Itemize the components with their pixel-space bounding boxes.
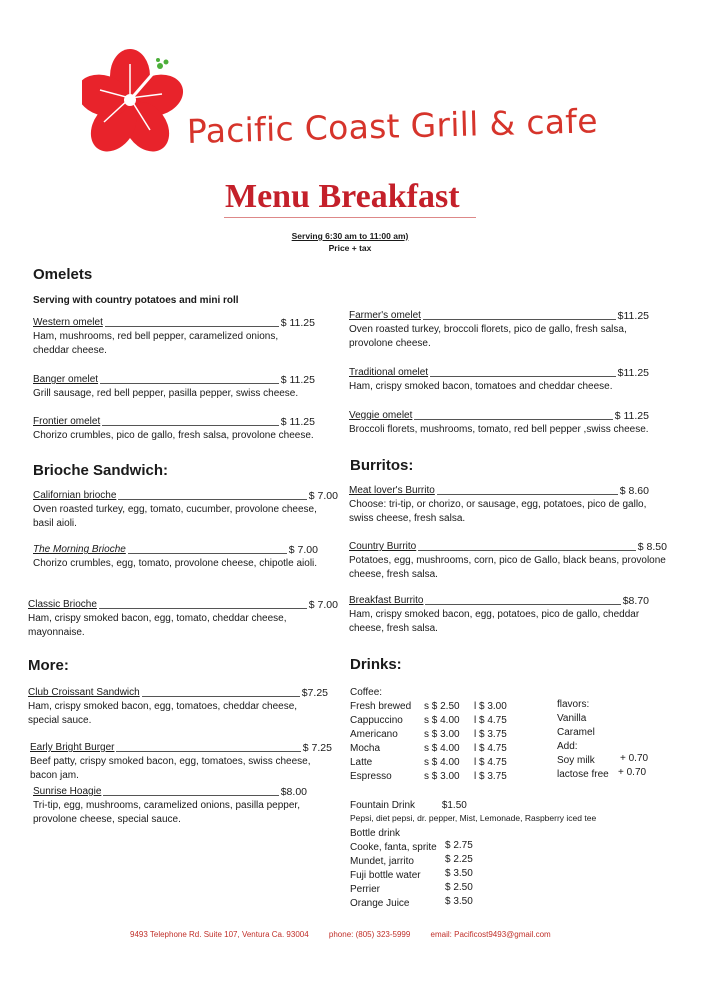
item-name: Classic Brioche [28,599,97,610]
item-name: Traditional omelet [349,367,429,378]
coffee-name: Americano [350,729,398,740]
serving-hours [280,230,420,254]
coffee-small-price: s $ 4.00 [424,715,460,726]
coffee-large-price: l $ 4.75 [474,757,507,768]
menu-item [33,489,338,531]
item-name: Veggie omelet [349,410,413,421]
more-heading: More: [28,657,69,674]
menu-item [33,316,315,358]
item-price: $11.25 [617,367,649,379]
item-description: Oven roasted turkey, broccoli florets, pico de gallo, fresh salsa, provolone cheese. [349,324,627,349]
item-price: $ 11.25 [614,410,649,422]
bottle-name: Perrier [350,884,381,895]
footer-contact [130,930,569,939]
menu-item [30,741,332,783]
bottle-name: Fuji bottle water [350,870,421,881]
item-description: Tri-tip, egg, mushrooms, caramelized onions, pasilla pepper, provolone cheese, special sauce. [33,800,300,825]
item-description: Chorizo crumbles, pico de gallo, fresh salsa, provolone cheese. [33,430,314,441]
bottle-name: Orange Juice [350,898,410,909]
item-price: $8.70 [622,595,649,607]
coffee-small-price: s $ 3.00 [424,771,460,782]
fountain-price: $1.50 [441,800,467,811]
footer-email: email: Pacificost9493@gmail.com [430,930,551,939]
menu-item [349,484,649,526]
coffee-small-price: s $ 3.00 [424,729,460,740]
item-description: Grill sausage, red bell pepper, pasilla pepper, swiss cheese. [33,388,299,399]
coffee-large-price: l $ 3.00 [474,701,507,712]
bottle-name: Mundet, jarrito [350,856,414,867]
coffee-large-price: l $ 3.75 [474,729,507,740]
add-label: Add: [557,741,578,752]
item-name: Sunrise Hoagie [33,786,102,797]
item-price: $ 11.25 [280,374,315,386]
menu-item [33,785,307,827]
footer-address: 9493 Telephone Rd. Suite 107, Ventura Ca. 93004 [130,930,309,939]
item-name: Frontier omelet [33,416,101,427]
item-price: $ 11.25 [280,416,315,428]
item-name: Club Croissant Sandwich [28,687,140,698]
bottle-price: $ 2.25 [445,854,473,865]
coffee-name: Fresh brewed [350,701,412,712]
coffee-name: Cappuccino [350,715,403,726]
coffee-name: Latte [350,757,373,768]
item-price: $ 8.50 [637,541,667,553]
footer-phone: phone: (805) 323-5999 [328,930,411,939]
coffee-name: Espresso [350,771,392,782]
bottle-price: $ 2.75 [445,840,473,851]
item-description: Chorizo crumbles, egg, tomato, provolone cheese, chipotle aioli. [33,558,318,569]
item-name: Country Burrito [349,541,417,552]
item-description: Ham, mushrooms, red bell pepper, caramelized onions, cheddar cheese. [33,331,279,356]
item-name: Farmer's omelet [349,310,421,321]
burritos-heading: Burritos: [350,457,414,474]
item-description: Oven roasted turkey, egg, tomato, cucumber, provolone cheese, basil aioli. [33,504,317,529]
item-description: Ham, crispy smoked bacon, egg, tomato, cheddar cheese, mayonnaise. [28,613,287,638]
fountain-drink [350,800,467,811]
drinks-heading: Drinks: [350,656,402,673]
menu-item [349,594,649,636]
item-description: Choose: tri-tip, or chorizo, or sausage, egg, potatoes, pico de gallo, swiss cheese, fresh salsa. [349,499,647,524]
item-description: Beef patty, crispy smoked bacon, egg, tomatoes, swiss cheese, bacon jam. [30,756,311,781]
menu-title: Menu Breakfast [225,178,460,215]
fountain-list: Pepsi, diet pepsi, dr. pepper, Mist, Lemonade, Raspberry iced tee [350,813,597,823]
serving-text: Serving 6:30 am to 11:00 am) [291,231,409,241]
bottle-price: $ 3.50 [445,896,473,907]
hibiscus-logo-icon [82,48,192,158]
item-price: $ 7.25 [302,742,332,754]
item-price: $ 7.00 [288,544,318,556]
restaurant-title: Pacific Coast Grill & cafe [186,101,599,151]
add-item-price: + 0.70 [618,767,647,778]
item-name: Early Bright Burger [30,742,115,753]
menu-item [349,409,649,437]
bottle-label: Bottle drink [350,828,401,839]
menu-item [33,415,315,443]
item-name: The Morning Brioche [33,544,126,555]
coffee-table [350,686,670,796]
brioche-heading: Brioche Sandwich: [33,462,169,479]
add-item-name: Soy milk [557,755,595,766]
item-name: Meat lover's Burrito [349,485,435,496]
item-price: $ 7.00 [308,490,338,502]
coffee-label: Coffee: [350,687,383,698]
bottle-name: Cooke, fanta, sprite [350,842,437,853]
item-description: Ham, crispy smoked bacon, tomatoes and cheddar cheese. [349,381,613,392]
item-price: $ 8.60 [619,485,649,497]
item-description: Ham, crispy smoked bacon, egg, tomatoes, cheddar cheese, special sauce. [28,701,298,726]
flavor-item: Vanilla [557,713,587,724]
flavor-item: Caramel [557,727,595,738]
item-description: Broccoli florets, mushrooms, tomato, red bell pepper ,swiss cheese. [349,424,649,435]
item-price: $11.25 [617,310,649,322]
item-name: Breakfast Burrito [349,595,424,606]
omelets-note: Serving with country potatoes and mini roll [33,295,239,306]
fountain-label: Fountain Drink [350,800,416,811]
coffee-large-price: l $ 3.75 [474,771,507,782]
flavors-label: flavors: [557,699,590,710]
menu-item [349,309,649,351]
menu-title-underline [224,217,476,218]
menu-item [28,598,338,640]
price-note: Price + tax [328,243,372,253]
item-price: $ 11.25 [280,317,315,329]
menu-item [28,686,328,728]
coffee-large-price: l $ 4.75 [474,715,507,726]
menu-item [33,373,315,401]
menu-item [33,543,318,571]
omelets-heading: Omelets [33,266,93,283]
bottle-price: $ 2.50 [445,882,473,893]
coffee-small-price: s $ 4.00 [424,757,460,768]
menu-item [349,366,649,394]
item-price: $7.25 [301,687,328,699]
coffee-large-price: l $ 4.75 [474,743,507,754]
item-name: Californian brioche [33,490,117,501]
item-description: Potatoes, egg, mushrooms, corn, pico de Gallo, black beans, provolone cheese, fresh salsa. [349,555,666,580]
coffee-name: Mocha [350,743,381,754]
item-price: $8.00 [280,786,307,798]
item-price: $ 7.00 [308,599,338,611]
coffee-small-price: s $ 2.50 [424,701,460,712]
bottle-table [350,827,550,911]
item-name: Western omelet [33,317,103,328]
item-name: Banger omelet [33,374,99,385]
menu-item [349,540,667,582]
bottle-price: $ 3.50 [445,868,473,879]
add-item-name: lactose free [557,769,609,780]
item-description: Ham, crispy smoked bacon, egg, potatoes, pico de gallo, cheddar cheese, fresh salsa. [349,609,640,634]
coffee-small-price: s $ 4.00 [424,743,460,754]
add-item-price: + 0.70 [620,753,649,764]
